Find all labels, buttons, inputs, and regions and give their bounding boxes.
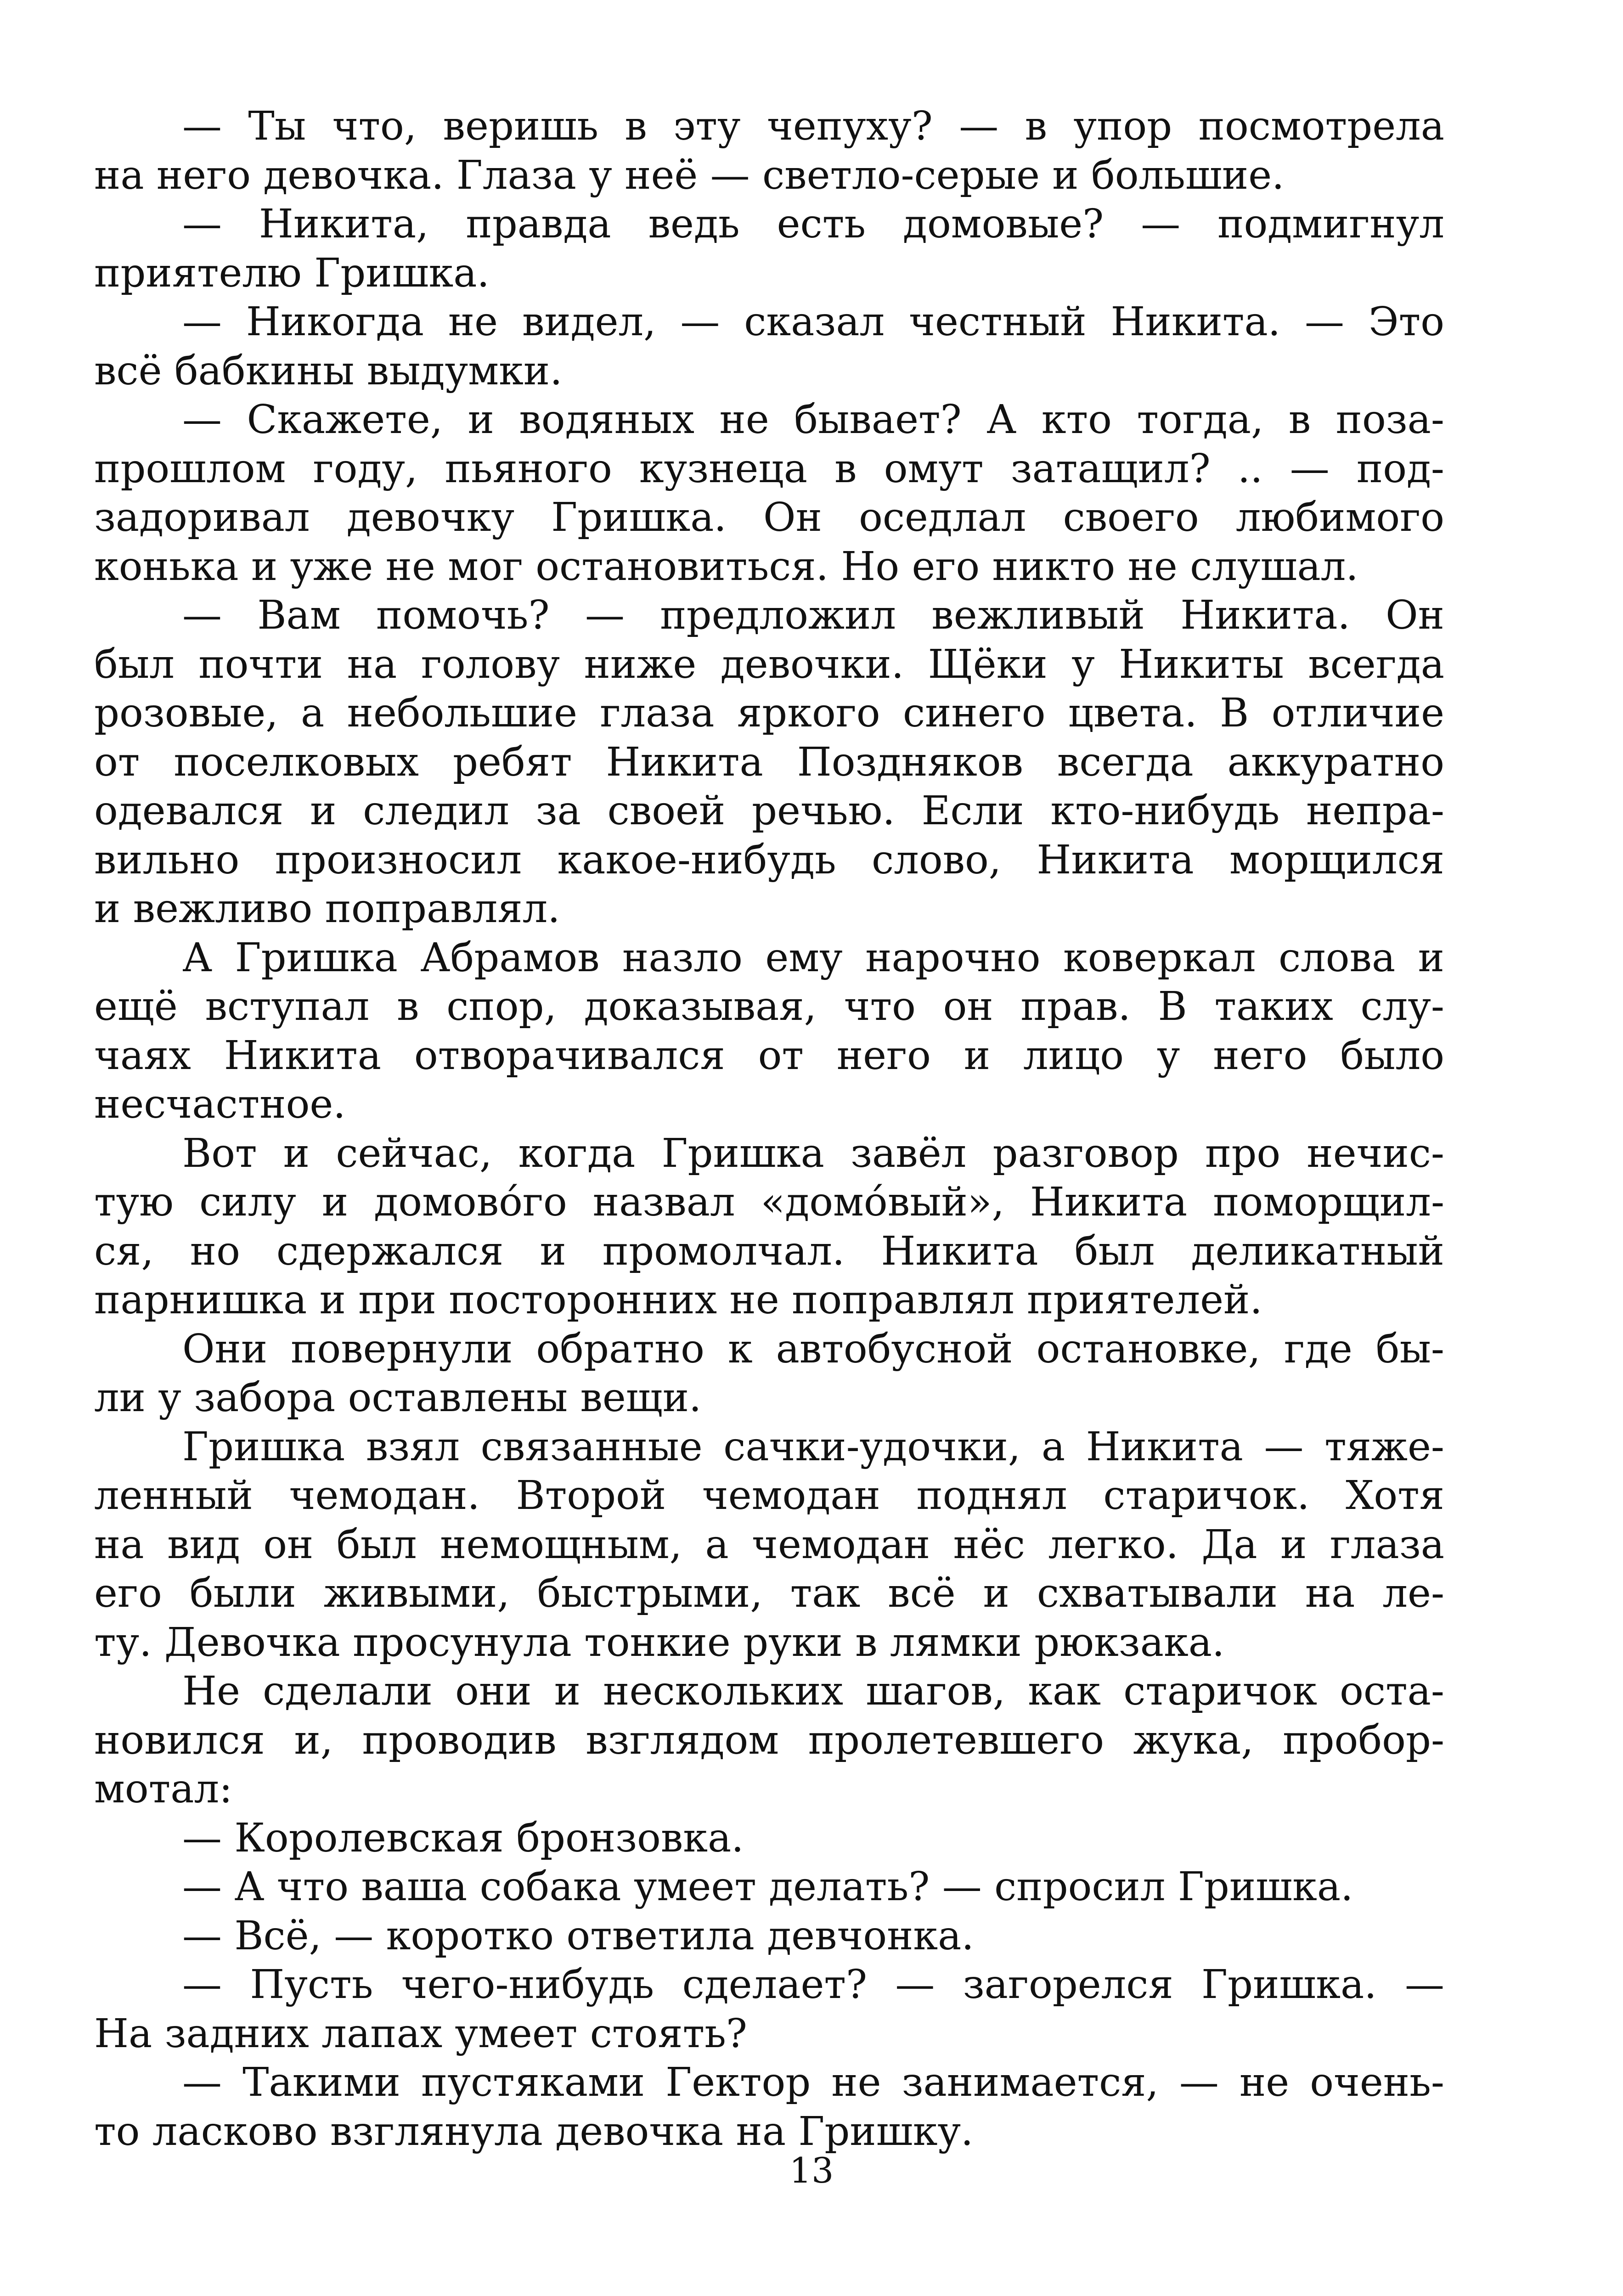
- text-line: ленный чемодан. Второй чемодан поднял старичок. Хотя: [94, 1473, 1444, 1519]
- text-line: — Никогда не видел, — сказал честный Никита. — Это: [182, 299, 1444, 345]
- text-line: — Пусть чего-нибудь сделает? — загорелся Гришка. —: [182, 1962, 1444, 2008]
- text-line: тую силу и домово́го назвал «домо́вый», Никита поморщил-: [94, 1179, 1444, 1225]
- text-line: одевался и следил за своей речью. Если кто-нибудь непра-: [94, 788, 1444, 834]
- text-line: от поселковых ребят Никита Поздняков всегда аккуратно: [94, 739, 1444, 785]
- text-line: На задних лапах умеет стоять?: [94, 2010, 748, 2057]
- text-line: — Такими пустяками Гектор не занимается, — не очень-: [182, 2060, 1444, 2105]
- text-line: — Всё, — коротко ответила девчонка.: [182, 1913, 974, 1959]
- text-line: на него девочка. Глаза у неё — светло-серые и большие.: [94, 152, 1285, 198]
- text-line: розовые, а небольшие глаза яркого синего цвета. В отличие: [94, 690, 1444, 736]
- text-line: на вид он был немощным, а чемодан нёс легко. Да и глаза: [94, 1521, 1444, 1568]
- text-line: Не сделали они и нескольких шагов, как старичок оста-: [182, 1668, 1444, 1714]
- text-line: — Никита, правда ведь есть домовые? — подмигнул: [182, 201, 1444, 247]
- text-line: приятелю Гришка.: [94, 250, 490, 296]
- text-line: ту. Девочка просунула тонкие руки в лямки рюкзака.: [94, 1619, 1225, 1666]
- text-line: Гришка взял связанные сачки-удочки, а Никита — тяже-: [182, 1424, 1444, 1470]
- text-line: — Скажете, и водяных не бывает? А кто тогда, в поза-: [182, 397, 1444, 443]
- text-line: всё бабкины выдумки.: [94, 348, 563, 394]
- text-line: то ласково взглянула девочка на Гришку.: [94, 2108, 974, 2155]
- text-line: мотал:: [94, 1766, 233, 1812]
- text-line: ещё вступал в спор, доказывая, что он прав. В таких слу-: [94, 984, 1444, 1030]
- text-line: А Гришка Абрамов назло ему нарочно коверкал слова и: [182, 934, 1444, 981]
- text-line: — Вам помочь? — предложил вежливый Никита. Он: [182, 592, 1444, 638]
- text-line: несчастное.: [94, 1081, 346, 1127]
- text-line: — А что ваша собака умеет делать? — спросил Гришка.: [182, 1864, 1353, 1910]
- text-line: парнишка и при посторонних не поправлял приятелей.: [94, 1277, 1262, 1323]
- text-line: — Королевская бронзовка.: [182, 1815, 744, 1861]
- text-line: Они повернули обратно к автобусной остановке, где бы-: [182, 1326, 1444, 1372]
- body-text: [94, 102, 1444, 2156]
- text-line: задоривал девочку Гришка. Он оседлал своего любимого: [94, 495, 1444, 540]
- text-line: — Ты что, веришь в эту чепуху? — в упор посмотрела: [182, 103, 1444, 149]
- text-line: конька и уже не мог остановиться. Но его никто не слушал.: [94, 543, 1358, 590]
- text-line: ли у забора оставлены вещи.: [94, 1375, 702, 1421]
- text-line: был почти на голову ниже девочки. Щёки у Никиты всегда: [94, 641, 1444, 687]
- text-line: прошлом году, пьяного кузнеца в омут затащил? .. — под-: [94, 445, 1444, 492]
- text-line: вильно произносил какое-нибудь слово, Никита морщился: [94, 837, 1444, 883]
- text-line: Вот и сейчас, когда Гришка завёл разговор про нечис-: [182, 1130, 1444, 1176]
- text-line: чаях Никита отворачивался от него и лицо у него было: [94, 1032, 1444, 1079]
- text-line: и вежливо поправлял.: [94, 886, 560, 932]
- text-line: ся, но сдержался и промолчал. Никита был деликатный: [94, 1228, 1444, 1274]
- text-line: его были живыми, быстрыми, так всё и схватывали на ле-: [94, 1570, 1444, 1616]
- page-number: 13: [789, 2150, 834, 2191]
- text-line: новился и, проводив взглядом пролетевшего жука, пробор-: [94, 1717, 1444, 1763]
